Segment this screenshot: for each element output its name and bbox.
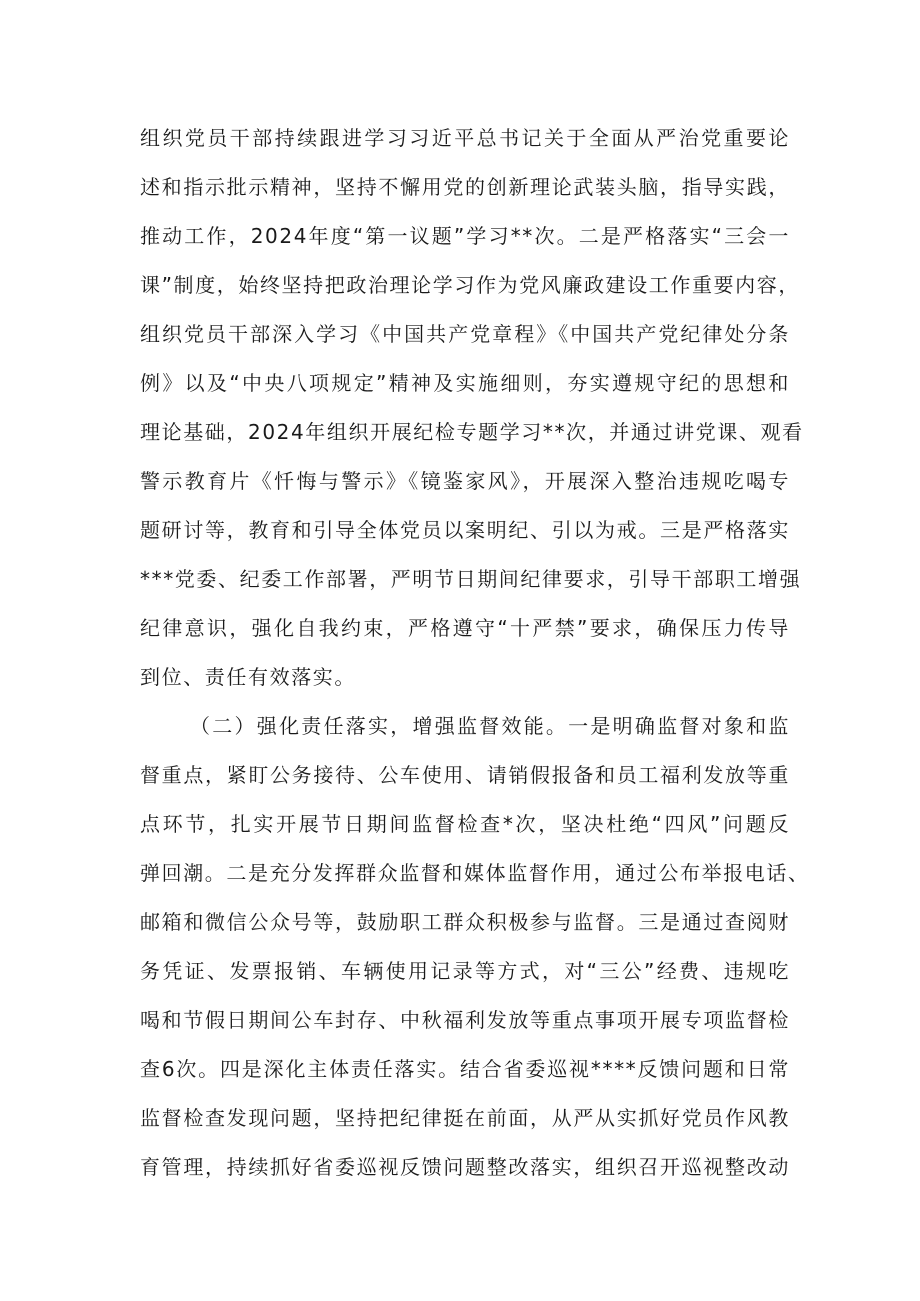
- paragraph-line: 题研讨等，教育和引导全体党员以案明纪、引以为戒。三是严格落实: [140, 518, 790, 542]
- paragraph-line: 例》以及“中央八项规定”精神及实施细则，夯实遵规守纪的思想和: [140, 371, 790, 395]
- paragraph-line: 纪律意识，强化自我约束，严格遵守“十严禁”要求，确保压力传导: [140, 616, 790, 640]
- paragraph-line: 督重点，紧盯公务接待、公车使用、请销假报备和员工福利发放等重: [140, 763, 790, 787]
- paragraph-line: 课”制度，始终坚持把政治理论学习作为党风廉政建设工作重要内容，: [140, 273, 800, 297]
- paragraph-line: 推动工作，2024年度“第一议题”学习**次。二是严格落实“三会一: [140, 224, 790, 248]
- paragraph-line: 组织党员干部持续跟进学习习近平总书记关于全面从严治党重要论: [140, 126, 790, 150]
- section-heading-line: （二）强化责任落实，增强监督效能。一是明确监督对象和监: [190, 714, 790, 738]
- paragraph-line: 邮箱和微信公众号等，鼓励职工群众积极参与监督。三是通过查阅财: [140, 910, 790, 934]
- paragraph-line: 理论基础，2024年组织开展纪检专题学习**次，并通过讲党课、观看: [140, 420, 804, 444]
- paragraph-line: 组织党员干部深入学习《中国共产党章程》《中国共产党纪律处分条: [140, 322, 790, 346]
- paragraph-line: 警示教育片《忏悔与警示》《镜鉴家风》，开展深入整治违规吃喝专: [140, 469, 790, 493]
- paragraph-line: 务凭证、发票报销、车辆使用记录等方式，对“三公”经费、违规吃: [140, 959, 790, 983]
- paragraph-line: 监督检查发现问题，坚持把纪律挺在前面，从严从实抓好党员作风教: [140, 1106, 790, 1130]
- paragraph-line: 点环节，扎实开展节日期间监督检查*次，坚决杜绝“四风”问题反: [140, 812, 790, 836]
- paragraph-line: 到位、责任有效落实。: [140, 665, 356, 689]
- paragraph-line: 述和指示批示精神，坚持不懈用党的创新理论武装头脑，指导实践，: [140, 175, 790, 199]
- paragraph-line: 喝和节假日期间公车封存、中秋福利发放等重点事项开展专项监督检: [140, 1008, 790, 1032]
- paragraph-line: ***党委、纪委工作部署，严明节日期间纪律要求，引导干部职工增强: [140, 567, 802, 591]
- paragraph-line: 弹回潮。二是充分发挥群众监督和媒体监督作用，通过公布举报电话、: [140, 861, 810, 885]
- paragraph-line: 查6次。四是深化主体责任落实。结合省委巡视****反馈问题和日常: [140, 1057, 790, 1081]
- paragraph-line: 育管理，持续抓好省委巡视反馈问题整改落实，组织召开巡视整改动: [140, 1155, 790, 1179]
